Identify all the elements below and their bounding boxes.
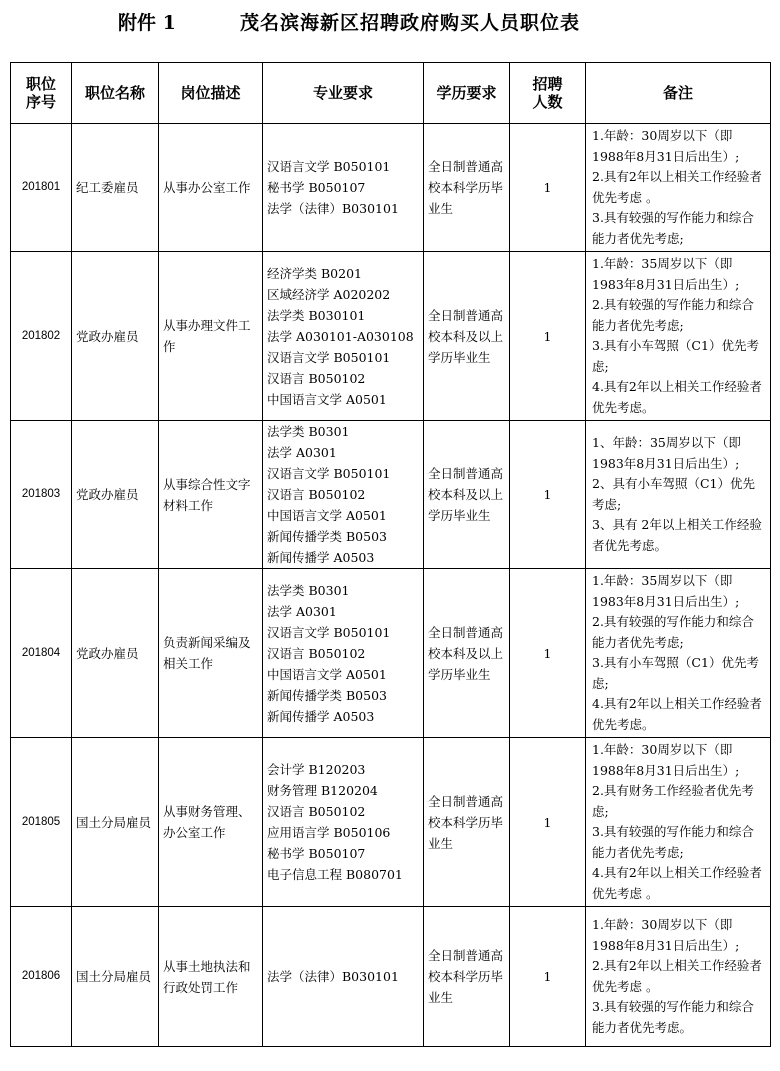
position-name: 党政办雇员 — [72, 421, 159, 569]
note-item: 1、年龄：35周岁以下（即1983年8月31日后出生）; — [592, 435, 741, 471]
major-item: 中国语言文学 A0501 — [267, 508, 387, 523]
hiring-count: 1 — [510, 421, 586, 569]
hiring-count: 1 — [510, 252, 586, 421]
position-code: 201804 — [11, 569, 72, 738]
major-requirements — [263, 252, 424, 421]
position-description: 负责新闻采编及相关工作 — [159, 569, 263, 738]
major-item: 汉语言文学 B050101 — [267, 624, 391, 640]
major-requirements — [263, 907, 424, 1047]
position-name: 国土分局雇员 — [72, 738, 159, 907]
hiring-count: 1 — [510, 907, 586, 1047]
major-requirements — [263, 738, 424, 907]
table-row — [11, 252, 771, 421]
major-item: 中国语言文学 A0501 — [267, 391, 387, 407]
major-item: 汉语言 B050102 — [267, 487, 366, 502]
table-header-row — [11, 63, 771, 124]
major-requirements — [263, 421, 424, 569]
header — [0, 8, 780, 38]
page-title: 茂名滨海新区招聘政府购买人员职位表 — [240, 12, 581, 34]
major-item: 新闻传播学类 B0503 — [267, 687, 387, 703]
table-row — [11, 907, 771, 1047]
position-code: 201805 — [11, 738, 72, 907]
note-item: 2.具有较强的写作能力和综合能力者优先考虑; — [592, 614, 754, 650]
position-description: 从事办理文件工作 — [159, 252, 263, 421]
major-item: 法学类 B0301 — [267, 582, 350, 598]
attachment-label: 附件 1 — [118, 12, 176, 34]
position-table — [10, 62, 771, 1047]
position-name: 党政办雇员 — [72, 252, 159, 421]
col-header-edu: 学历要求 — [424, 63, 510, 124]
notes-cell — [586, 421, 771, 569]
major-item: 汉语言文学 B050101 — [267, 466, 391, 481]
education-requirement: 全日制普通高校本科学历毕业生 — [424, 738, 510, 907]
major-item: 法学 A0301 — [267, 445, 337, 460]
major-item: 法学类 B0301 — [267, 424, 350, 439]
note-item: 1.年龄：35周岁以下（即1983年8月31日后出生）; — [592, 573, 740, 609]
major-requirements — [263, 124, 424, 252]
major-item: 中国语言文学 A0501 — [267, 666, 387, 682]
major-item: 区域经济学 A020202 — [267, 286, 391, 302]
position-code: 201802 — [11, 252, 72, 421]
education-requirement: 全日制普通高校本科学历毕业生 — [424, 124, 510, 252]
major-item: 新闻传播学类 B0503 — [267, 529, 387, 544]
note-item: 1.年龄：30周岁以下（即1988年8月31日后出生）; — [592, 128, 740, 164]
major-item: 法学（法律）B030101 — [267, 201, 399, 216]
position-name: 党政办雇员 — [72, 569, 159, 738]
major-item: 财务管理 B120204 — [267, 783, 378, 798]
major-item: 应用语言学 B050106 — [267, 825, 391, 840]
note-item: 2.具有2年以上相关工作经验者优先考虑 。 — [592, 169, 762, 205]
notes-cell — [586, 738, 771, 907]
position-description: 从事财务管理、办公室工作 — [159, 738, 263, 907]
note-item: 3.具有小车驾照（C1）优先考虑; — [592, 338, 759, 374]
major-item: 法学（法律）B030101 — [267, 969, 399, 984]
note-item: 4.具有2年以上相关工作经验者优先考虑。 — [592, 696, 762, 732]
position-code: 201803 — [11, 421, 72, 569]
position-code: 201801 — [11, 124, 72, 252]
major-item: 汉语言 B050102 — [267, 645, 366, 661]
major-item: 秘书学 B050107 — [267, 846, 366, 861]
position-name: 国土分局雇员 — [72, 907, 159, 1047]
note-item: 3、具有 2年以上相关工作经验者优先考虑。 — [592, 517, 762, 553]
education-requirement: 全日制普通高校本科及以上学历毕业生 — [424, 569, 510, 738]
notes-cell — [586, 907, 771, 1047]
major-item: 汉语言 B050102 — [267, 370, 366, 386]
major-item: 法学类 B030101 — [267, 307, 366, 323]
note-item: 1.年龄：30周岁以下（即1988年8月31日后出生）; — [592, 742, 740, 778]
notes-cell — [586, 124, 771, 252]
note-item: 4.具有2年以上相关工作经验者优先考虑。 — [592, 379, 762, 415]
position-description: 从事综合性文字材料工作 — [159, 421, 263, 569]
major-item: 汉语言文学 B050101 — [267, 159, 391, 174]
hiring-count: 1 — [510, 124, 586, 252]
col-header-notes: 备注 — [586, 63, 771, 124]
notes-cell — [586, 569, 771, 738]
note-item: 2.具有财务工作经验者优先考虑; — [592, 783, 754, 819]
table-row — [11, 738, 771, 907]
col-header-name: 职位名称 — [72, 63, 159, 124]
education-requirement: 全日制普通高校本科及以上学历毕业生 — [424, 421, 510, 569]
major-item: 新闻传播学 A0503 — [267, 550, 375, 565]
note-item: 3.具有小车驾照（C1）优先考虑; — [592, 655, 759, 691]
note-item: 2、具有小车驾照（C1）优先考虑; — [592, 476, 755, 512]
table-row — [11, 569, 771, 738]
major-item: 法学 A0301 — [267, 603, 337, 619]
education-requirement: 全日制普通高校本科及以上学历毕业生 — [424, 252, 510, 421]
col-header-code: 职位序号 — [11, 63, 72, 124]
note-item: 3.具有较强的写作能力和综合能力者优先考虑; — [592, 210, 754, 246]
col-header-major: 专业要求 — [263, 63, 424, 124]
position-description: 从事办公室工作 — [159, 124, 263, 252]
position-code: 201806 — [11, 907, 72, 1047]
col-header-desc: 岗位描述 — [159, 63, 263, 124]
notes-cell — [586, 252, 771, 421]
note-item: 3.具有较强的写作能力和综合能力者优先考虑。 — [592, 999, 754, 1035]
col-header-count: 招聘人数 — [510, 63, 586, 124]
position-name: 纪工委雇员 — [72, 124, 159, 252]
table-row — [11, 124, 771, 252]
hiring-count: 1 — [510, 738, 586, 907]
major-item: 法学 A030101-A030108 — [267, 328, 414, 344]
major-item: 经济学类 B0201 — [267, 265, 362, 281]
major-item: 会计学 B120203 — [267, 762, 366, 777]
major-item: 电子信息工程 B080701 — [267, 867, 403, 882]
major-item: 秘书学 B050107 — [267, 180, 366, 195]
table-row — [11, 421, 771, 569]
note-item: 4.具有2年以上相关工作经验者优先考虑 。 — [592, 865, 762, 901]
major-item: 汉语言 B050102 — [267, 804, 366, 819]
note-item: 1.年龄：30周岁以下（即1988年8月31日后出生）; — [592, 917, 740, 953]
note-item: 2.具有较强的写作能力和综合能力者优先考虑; — [592, 297, 754, 333]
note-item: 1.年龄：35周岁以下（即1983年8月31日后出生）; — [592, 256, 740, 292]
major-item: 新闻传播学 A0503 — [267, 708, 375, 724]
major-item: 汉语言文学 B050101 — [267, 349, 391, 365]
note-item: 2.具有2年以上相关工作经验者优先考虑 。 — [592, 958, 762, 994]
education-requirement: 全日制普通高校本科学历毕业生 — [424, 907, 510, 1047]
major-requirements — [263, 569, 424, 738]
hiring-count: 1 — [510, 569, 586, 738]
note-item: 3.具有较强的写作能力和综合能力者优先考虑; — [592, 824, 754, 860]
position-description: 从事土地执法和行政处罚工作 — [159, 907, 263, 1047]
